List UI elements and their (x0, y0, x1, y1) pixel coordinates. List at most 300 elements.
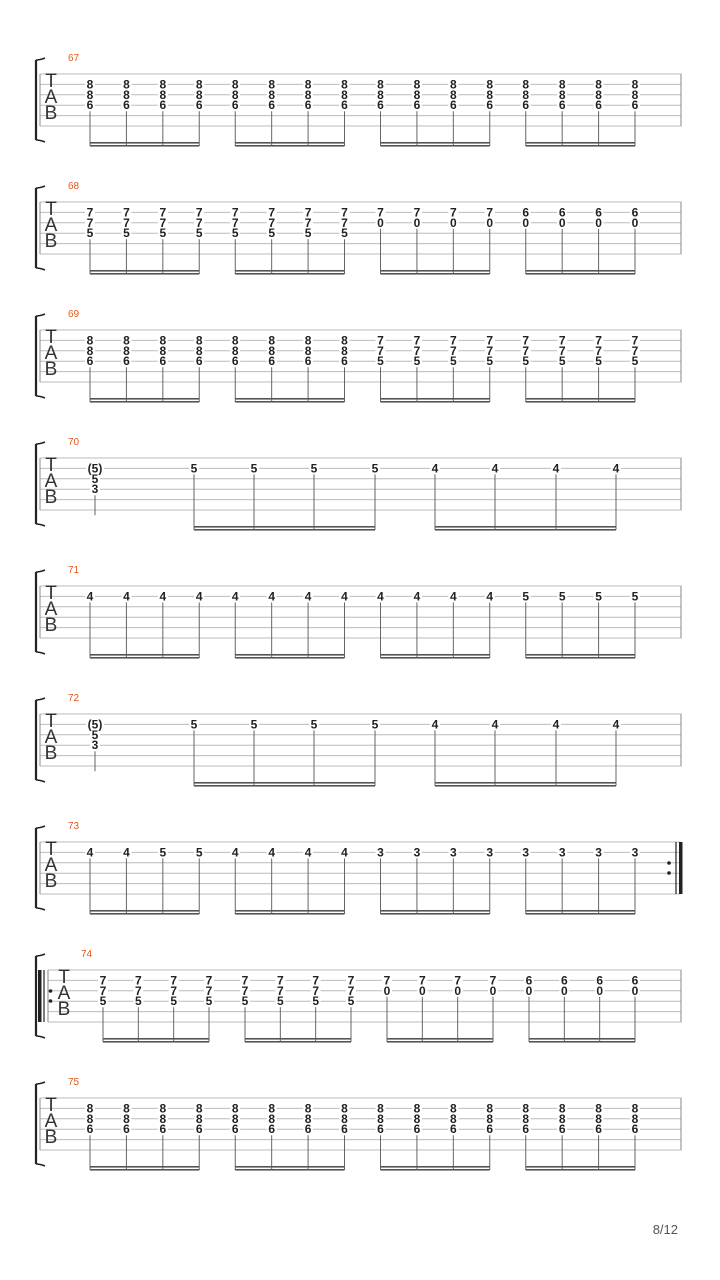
tab-clef-letter: B (44, 871, 58, 892)
fret-number: 4 (159, 589, 167, 604)
repeat-start-thick-bar (38, 970, 42, 1022)
fret-number: 8 (522, 87, 530, 102)
fret-number: 7 (418, 973, 426, 988)
tab-clef-letter: A (44, 343, 58, 364)
beam (245, 1041, 351, 1043)
tab-system-70 (36, 442, 681, 531)
fret-number: 6 (195, 1122, 203, 1137)
fret-number: 7 (347, 973, 355, 988)
fret-number: 8 (413, 1101, 421, 1116)
beam (526, 910, 635, 912)
fret-number: 4 (304, 589, 312, 604)
fret-number: 4 (195, 589, 203, 604)
beam (235, 913, 344, 915)
fret-number: 7 (631, 333, 639, 348)
fret-number: 5 (190, 717, 198, 732)
fret-number: 5 (99, 994, 107, 1009)
tab-clef-letter: T (45, 71, 57, 92)
fret-number: 6 (558, 98, 566, 113)
fret-number: 7 (159, 205, 167, 220)
measure-number: 72 (68, 693, 80, 704)
fret-number: 6 (595, 98, 602, 113)
fret-number: 6 (268, 354, 276, 369)
fret-number: 6 (377, 98, 384, 113)
fret-number: 8 (195, 333, 203, 348)
fret-number: 5 (123, 226, 130, 241)
fret-number: 6 (231, 1122, 239, 1137)
fret-number: 0 (522, 215, 530, 230)
fret-number: 7 (413, 205, 421, 220)
fret-number: 6 (486, 98, 494, 113)
fret-number: 5 (413, 354, 421, 369)
tab-system-71 (36, 570, 681, 659)
fret-number: 4 (86, 845, 94, 860)
tab-clef-letter: A (44, 1111, 58, 1132)
fret-number: 6 (413, 98, 421, 113)
fret-number: 7 (99, 983, 107, 998)
fret-number: 6 (522, 98, 530, 113)
measure-number: 74 (81, 949, 93, 960)
fret-number: 7 (595, 343, 602, 358)
beam (194, 785, 375, 787)
fret-number: 7 (170, 983, 178, 998)
fret-number: 6 (341, 354, 348, 369)
tab-system-69 (36, 314, 681, 403)
beam (235, 142, 344, 144)
fret-number: 7 (522, 343, 530, 358)
beam (90, 270, 199, 272)
beam (235, 273, 344, 275)
tab-clef-letter: T (45, 327, 57, 348)
beam (381, 910, 490, 912)
tab-clef-letter: B (44, 743, 58, 764)
beam (235, 654, 344, 656)
fret-number: 7 (195, 215, 203, 230)
fret-number: 6 (123, 98, 130, 113)
fret-number: 6 (522, 1122, 530, 1137)
beam (529, 1041, 635, 1043)
fret-number: 3 (377, 845, 384, 860)
fret-number: 0 (595, 215, 602, 230)
fret-number: 7 (276, 983, 284, 998)
tab-clef-letter: B (44, 359, 58, 380)
fret-number: 5 (449, 354, 457, 369)
measure-number: 67 (68, 53, 80, 64)
fret-number: 8 (341, 1101, 348, 1116)
beam (235, 1166, 344, 1168)
tab-clef-letter: A (44, 215, 58, 236)
fret-number: 7 (383, 973, 391, 988)
fret-number: 8 (558, 87, 566, 102)
fret-number: 8 (341, 87, 348, 102)
fret-number: 7 (522, 333, 530, 348)
fret-number: 7 (413, 343, 421, 358)
fret-number: 5 (347, 994, 355, 1009)
fret-number: 8 (377, 77, 384, 92)
fret-number: 7 (449, 333, 457, 348)
fret-number: 8 (123, 333, 130, 348)
fret-number: 8 (522, 1111, 530, 1126)
repeat-dot (49, 989, 53, 993)
fret-number: 4 (491, 461, 499, 476)
beam (526, 913, 635, 915)
fret-number: 3 (486, 845, 494, 860)
fret-number: 5 (231, 226, 239, 241)
measure-number: 73 (68, 821, 80, 832)
beam (381, 1166, 490, 1168)
fret-number: 8 (304, 77, 312, 92)
fret-number: 6 (86, 1122, 94, 1137)
tab-system-68 (36, 186, 681, 275)
beam (90, 910, 199, 912)
fret-number: 7 (99, 973, 107, 988)
fret-number: 8 (86, 1101, 94, 1116)
beam (103, 1038, 209, 1040)
fret-number: 7 (558, 333, 566, 348)
fret-number: 8 (86, 1111, 94, 1126)
fret-number: 7 (304, 205, 312, 220)
fret-number: 7 (304, 215, 312, 230)
tab-clef-letter: A (44, 855, 58, 876)
fret-number: 8 (631, 1101, 639, 1116)
fret-number: 6 (231, 98, 239, 113)
fret-number: 8 (449, 77, 457, 92)
fret-number: 8 (558, 1101, 566, 1116)
fret-number: 3 (595, 845, 602, 860)
fret-number: (5) (87, 717, 103, 732)
fret-number: 8 (522, 77, 530, 92)
beam (235, 657, 344, 659)
fret-number: 3 (91, 482, 99, 497)
fret-number: 8 (231, 87, 239, 102)
fret-number: 5 (250, 461, 258, 476)
fret-number: 6 (413, 1122, 421, 1137)
fret-number: 4 (486, 589, 494, 604)
beam (90, 1169, 199, 1171)
beam (381, 657, 490, 659)
fret-number: 7 (134, 983, 142, 998)
fret-number: 5 (558, 354, 566, 369)
fret-number: 8 (631, 77, 639, 92)
tab-system-73 (36, 826, 683, 915)
fret-number: 8 (341, 1111, 348, 1126)
beam (194, 526, 375, 528)
beam (103, 1041, 209, 1043)
fret-number: 7 (312, 983, 320, 998)
fret-number: 7 (86, 215, 94, 230)
beam (235, 270, 344, 272)
fret-number: 5 (241, 994, 249, 1009)
fret-number: 6 (123, 1122, 130, 1137)
fret-number: 4 (377, 589, 384, 604)
fret-number: 8 (195, 87, 203, 102)
fret-number: 7 (341, 215, 348, 230)
fret-number: 6 (304, 1122, 312, 1137)
beam (194, 529, 375, 531)
fret-number: 5 (195, 845, 203, 860)
fret-number: 8 (159, 333, 167, 348)
fret-number: 8 (341, 333, 348, 348)
fret-number: 4 (304, 845, 312, 860)
fret-number: 5 (250, 717, 258, 732)
fret-number: 4 (413, 589, 421, 604)
fret-number: 8 (231, 343, 239, 358)
fret-number: 8 (595, 87, 602, 102)
beam (526, 1169, 635, 1171)
fret-number: 8 (159, 87, 167, 102)
fret-number: 7 (231, 215, 239, 230)
fret-number: 5 (371, 717, 379, 732)
tab-clef-letter: A (57, 983, 71, 1004)
fret-number: 5 (522, 589, 530, 604)
fret-number: 3 (522, 845, 530, 860)
fret-number: 8 (413, 87, 421, 102)
fret-number: 6 (195, 98, 203, 113)
fret-number: 0 (449, 215, 457, 230)
fret-number: 5 (195, 226, 203, 241)
fret-number: 4 (231, 845, 239, 860)
fret-number: 4 (341, 845, 348, 860)
fret-number: 8 (159, 1111, 167, 1126)
beam (526, 273, 635, 275)
fret-number: 8 (159, 1101, 167, 1116)
fret-number: 7 (486, 343, 494, 358)
fret-number: 6 (159, 354, 167, 369)
tab-clef-letter: T (45, 711, 57, 732)
fret-number: 6 (86, 98, 94, 113)
fret-number: 0 (631, 215, 639, 230)
fret-number: 8 (268, 343, 276, 358)
fret-number: 0 (486, 215, 494, 230)
fret-number: 8 (159, 77, 167, 92)
fret-number: 8 (231, 1111, 239, 1126)
beam (90, 145, 199, 147)
fret-number: 6 (123, 354, 130, 369)
tab-clef-letter: B (44, 487, 58, 508)
fret-number: 7 (486, 205, 494, 220)
beam (381, 1169, 490, 1171)
repeat-end-thick-bar (679, 842, 683, 894)
beam (194, 782, 375, 784)
fret-number: 8 (123, 1111, 130, 1126)
fret-number: 7 (268, 215, 276, 230)
beam (526, 270, 635, 272)
fret-number: 8 (86, 333, 94, 348)
fret-number: 5 (377, 354, 384, 369)
fret-number: 8 (195, 77, 203, 92)
measure-number: 75 (68, 1077, 80, 1088)
fret-number: 7 (347, 983, 355, 998)
fret-number: 8 (449, 87, 457, 102)
fret-number: 8 (595, 1101, 602, 1116)
beam (381, 913, 490, 915)
fret-number: 7 (377, 205, 384, 220)
fret-number: 4 (86, 589, 94, 604)
fret-number: 8 (341, 343, 348, 358)
fret-number: (5) (87, 461, 103, 476)
tab-system-75 (36, 1082, 681, 1171)
fret-number: 7 (558, 343, 566, 358)
fret-number: 6 (304, 98, 312, 113)
fret-number: 8 (449, 1111, 457, 1126)
fret-number: 4 (231, 589, 239, 604)
fret-number: 6 (304, 354, 312, 369)
tab-system-67 (36, 58, 681, 147)
beam (381, 398, 490, 400)
fret-number: 8 (268, 77, 276, 92)
repeat-dot (667, 871, 671, 875)
tab-clef-letter: T (45, 1095, 57, 1116)
fret-number: 7 (341, 205, 348, 220)
fret-number: 8 (377, 1111, 384, 1126)
fret-number: 8 (231, 77, 239, 92)
fret-number: 0 (377, 215, 384, 230)
fret-number: 8 (195, 1101, 203, 1116)
fret-number: 3 (449, 845, 457, 860)
measure-number: 71 (68, 565, 80, 576)
fret-number: 8 (486, 87, 494, 102)
fret-number: 5 (486, 354, 494, 369)
fret-number: 0 (631, 983, 639, 998)
fret-number: 8 (304, 1101, 312, 1116)
fret-number: 5 (558, 589, 566, 604)
fret-number: 4 (552, 717, 560, 732)
fret-number: 6 (595, 205, 602, 220)
beam (90, 913, 199, 915)
fret-number: 4 (612, 717, 620, 732)
fret-number: 4 (268, 589, 276, 604)
beam (90, 142, 199, 144)
fret-number: 5 (159, 845, 167, 860)
fret-number: 8 (486, 1111, 494, 1126)
fret-number: 8 (123, 87, 130, 102)
fret-number: 7 (241, 973, 249, 988)
fret-number: 0 (413, 215, 421, 230)
fret-number: 8 (86, 87, 94, 102)
fret-number: 5 (310, 461, 318, 476)
beam (526, 142, 635, 144)
fret-number: 5 (205, 994, 213, 1009)
measure-number: 68 (68, 181, 80, 192)
fret-number: 5 (522, 354, 530, 369)
fret-number: 6 (268, 98, 276, 113)
fret-number: 7 (413, 333, 421, 348)
fret-number: 6 (560, 973, 568, 988)
fret-number: 6 (558, 205, 566, 220)
beam (235, 910, 344, 912)
beam (387, 1038, 493, 1040)
fret-number: 8 (123, 1101, 130, 1116)
fret-number: 5 (91, 471, 99, 486)
fret-number: 4 (431, 717, 439, 732)
fret-number: 0 (560, 983, 568, 998)
fret-number: 3 (631, 845, 639, 860)
beam (526, 145, 635, 147)
fret-number: 8 (123, 77, 130, 92)
beam (90, 657, 199, 659)
fret-number: 6 (449, 1122, 457, 1137)
fret-number: 5 (310, 717, 318, 732)
fret-number: 5 (190, 461, 198, 476)
fret-number: 6 (558, 1122, 566, 1137)
fret-number: 0 (596, 983, 604, 998)
beam (529, 1038, 635, 1040)
fret-number: 7 (449, 343, 457, 358)
fret-number: 5 (86, 226, 94, 241)
fret-number: 8 (268, 87, 276, 102)
measure-number: 69 (68, 309, 80, 320)
tab-clef-letter: B (44, 615, 58, 636)
beam (526, 401, 635, 403)
fret-number: 6 (486, 1122, 494, 1137)
repeat-dot (667, 861, 671, 865)
fret-number: 0 (383, 983, 391, 998)
fret-number: 6 (596, 973, 604, 988)
page-number: 8/12 (652, 1222, 678, 1237)
fret-number: 8 (195, 343, 203, 358)
fret-number: 8 (86, 343, 94, 358)
fret-number: 5 (276, 994, 284, 1009)
fret-number: 8 (486, 1101, 494, 1116)
fret-number: 8 (595, 1111, 602, 1126)
beam (235, 401, 344, 403)
fret-number: 8 (595, 77, 602, 92)
fret-number: 8 (304, 1111, 312, 1126)
fret-number: 7 (449, 205, 457, 220)
fret-number: 7 (454, 973, 462, 988)
beam (90, 1166, 199, 1168)
fret-number: 7 (268, 205, 276, 220)
fret-number: 7 (205, 983, 213, 998)
beam (381, 654, 490, 656)
fret-number: 8 (631, 1111, 639, 1126)
beam (526, 398, 635, 400)
fret-number: 5 (268, 226, 276, 241)
beam (381, 270, 490, 272)
fret-number: 7 (489, 973, 497, 988)
beam (245, 1038, 351, 1040)
fret-number: 7 (631, 343, 639, 358)
beam (526, 1166, 635, 1168)
fret-number: 4 (449, 589, 457, 604)
fret-number: 5 (371, 461, 379, 476)
fret-number: 6 (631, 973, 639, 988)
fret-number: 8 (413, 77, 421, 92)
fret-number: 8 (341, 77, 348, 92)
tab-clef-letter: A (44, 599, 58, 620)
beam (235, 145, 344, 147)
fret-number: 5 (631, 589, 639, 604)
fret-number: 6 (159, 98, 167, 113)
tab-clef-letter: A (44, 471, 58, 492)
fret-number: 5 (170, 994, 178, 1009)
fret-number: 3 (413, 845, 421, 860)
fret-number: 7 (123, 205, 130, 220)
beam (235, 398, 344, 400)
fret-number: 8 (377, 1101, 384, 1116)
fret-number: 6 (341, 98, 348, 113)
fret-number: 4 (268, 845, 276, 860)
fret-number: 8 (123, 343, 130, 358)
fret-number: 7 (86, 205, 94, 220)
fret-number: 6 (341, 1122, 348, 1137)
beam (435, 785, 616, 787)
fret-number: 6 (631, 98, 639, 113)
fret-number: 5 (159, 226, 167, 241)
fret-number: 6 (159, 1122, 167, 1137)
beam (381, 401, 490, 403)
fret-number: 7 (595, 333, 602, 348)
